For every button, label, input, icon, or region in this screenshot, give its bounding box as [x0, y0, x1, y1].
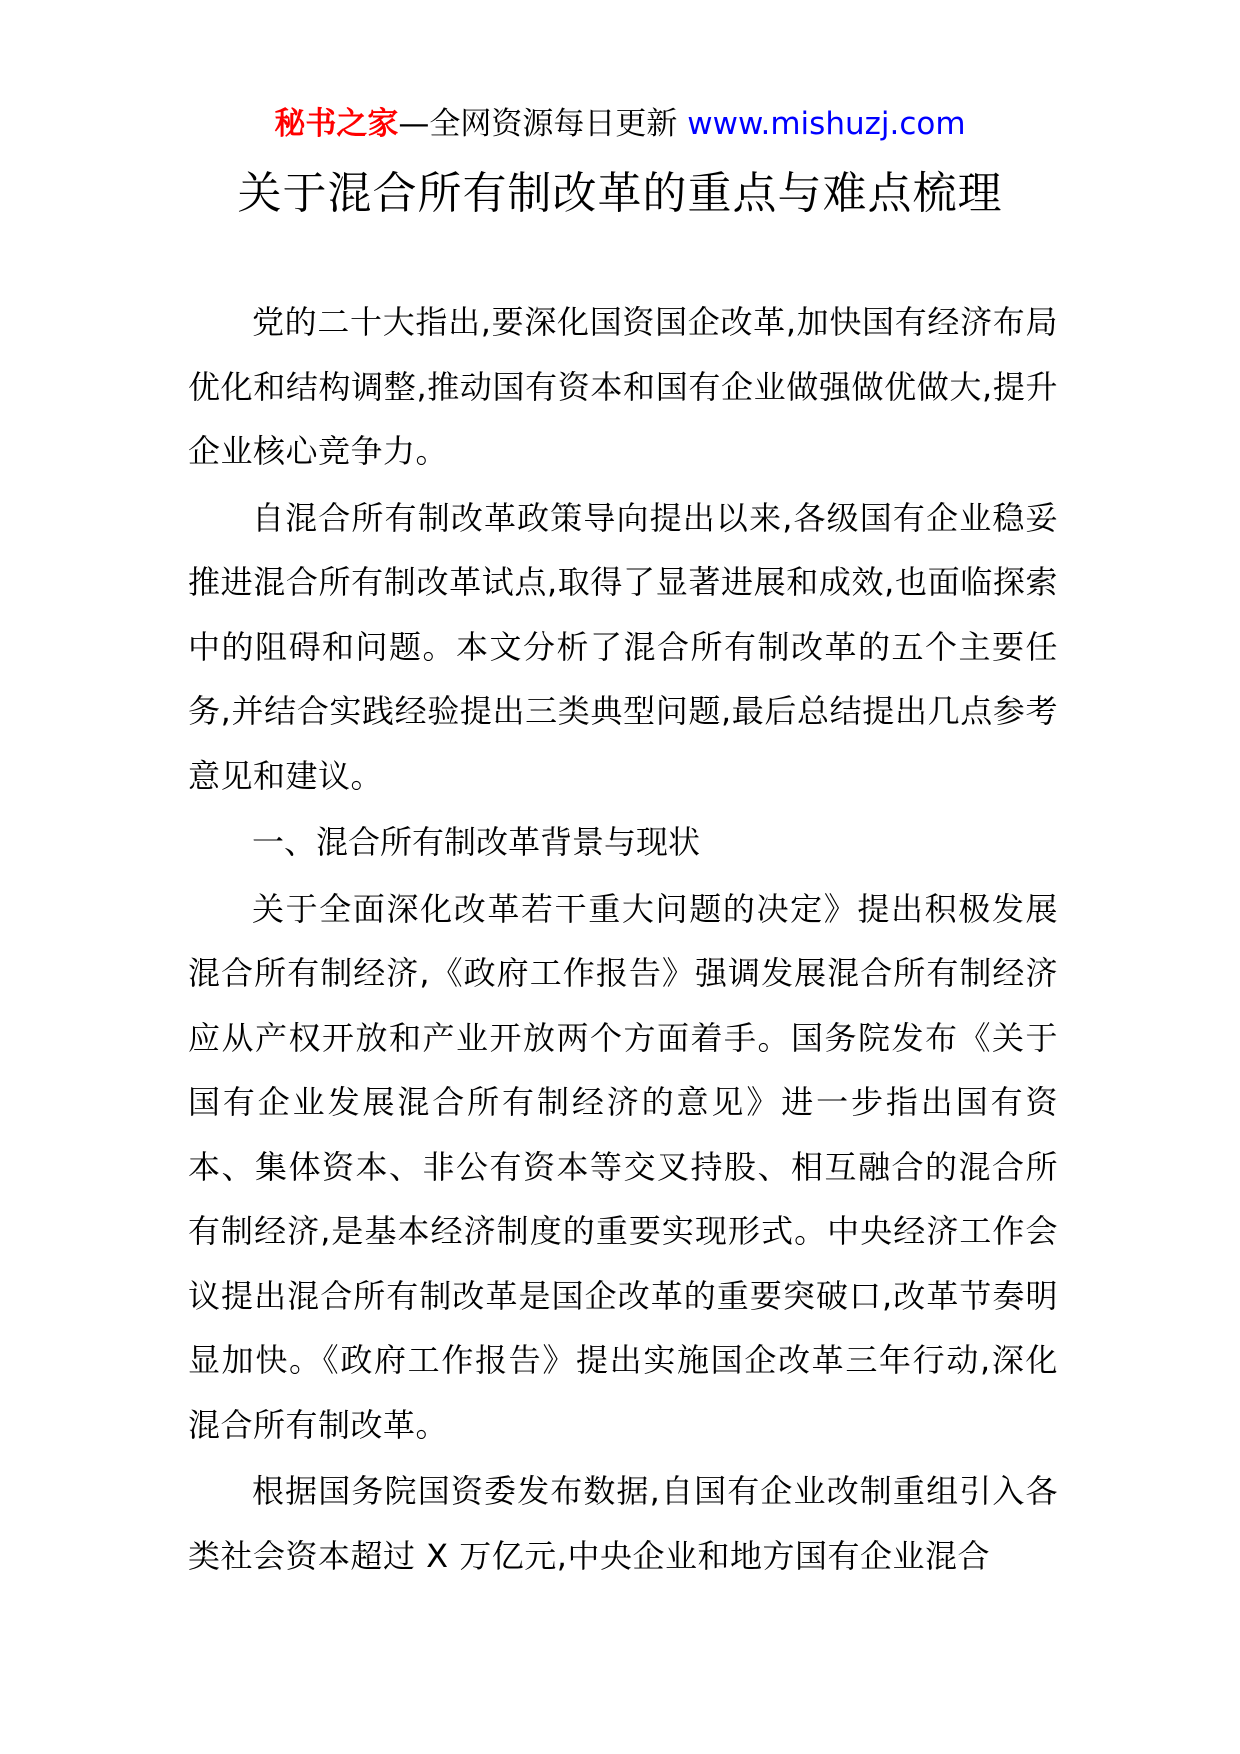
overview-paragraph: 自混合所有制改革政策导向提出以来,各级国有企业稳妥推进混合所有制改革试点,取得了显著进展和成效,也面临探索中的阻碍和问题。本文分析了混合所有制改革的五个主要任务,并结合实践经验提出三类典型问题,最后总结提出几点参考意见和建议。 [188, 498, 1058, 795]
site-url-link[interactable]: www.mishuzj.com [687, 106, 966, 142]
document-title: 关于混合所有制改革的重点与难点梳理 [237, 168, 1003, 219]
intro-paragraph: 党的二十大指出,要深化国资国企改革,加快国有经济布局优化和结构调整,推动国有资本和国有企业做强做优做大,提升企业核心竞争力。 [188, 303, 1058, 470]
document-body [188, 290, 1058, 1590]
site-slogan: —全网资源每日更新 [398, 106, 688, 142]
section-heading: 一、混合所有制改革背景与现状 [252, 823, 701, 861]
background-paragraph: 关于全面深化改革若干重大问题的决定》提出积极发展混合所有制经济,《政府工作报告》强调发展混合所有制经济应从产权开放和产业开放两个方面着手。国务院发布《关于国有企业发展混合所有制经济的意见》进一步指出国有资本、集体资本、非公有资本等交叉持股、相互融合的混合所有制经济,是基本经济制度的重要实现形式。中央经济工作会议提出混合所有制改革是国企改革的重要突破口,改革节奏明显加快。《政府工作报告》提出实施国企改革三年行动,深化混合所有制改革。 [188, 889, 1058, 1444]
data-paragraph: 根据国务院国资委发布数据,自国有企业改制重组引入各类社会资本超过 X 万亿元,中央企业和地方国有企业混合 [188, 1472, 1058, 1575]
site-header [0, 100, 1240, 148]
site-brand: 秘书之家 [274, 106, 399, 142]
